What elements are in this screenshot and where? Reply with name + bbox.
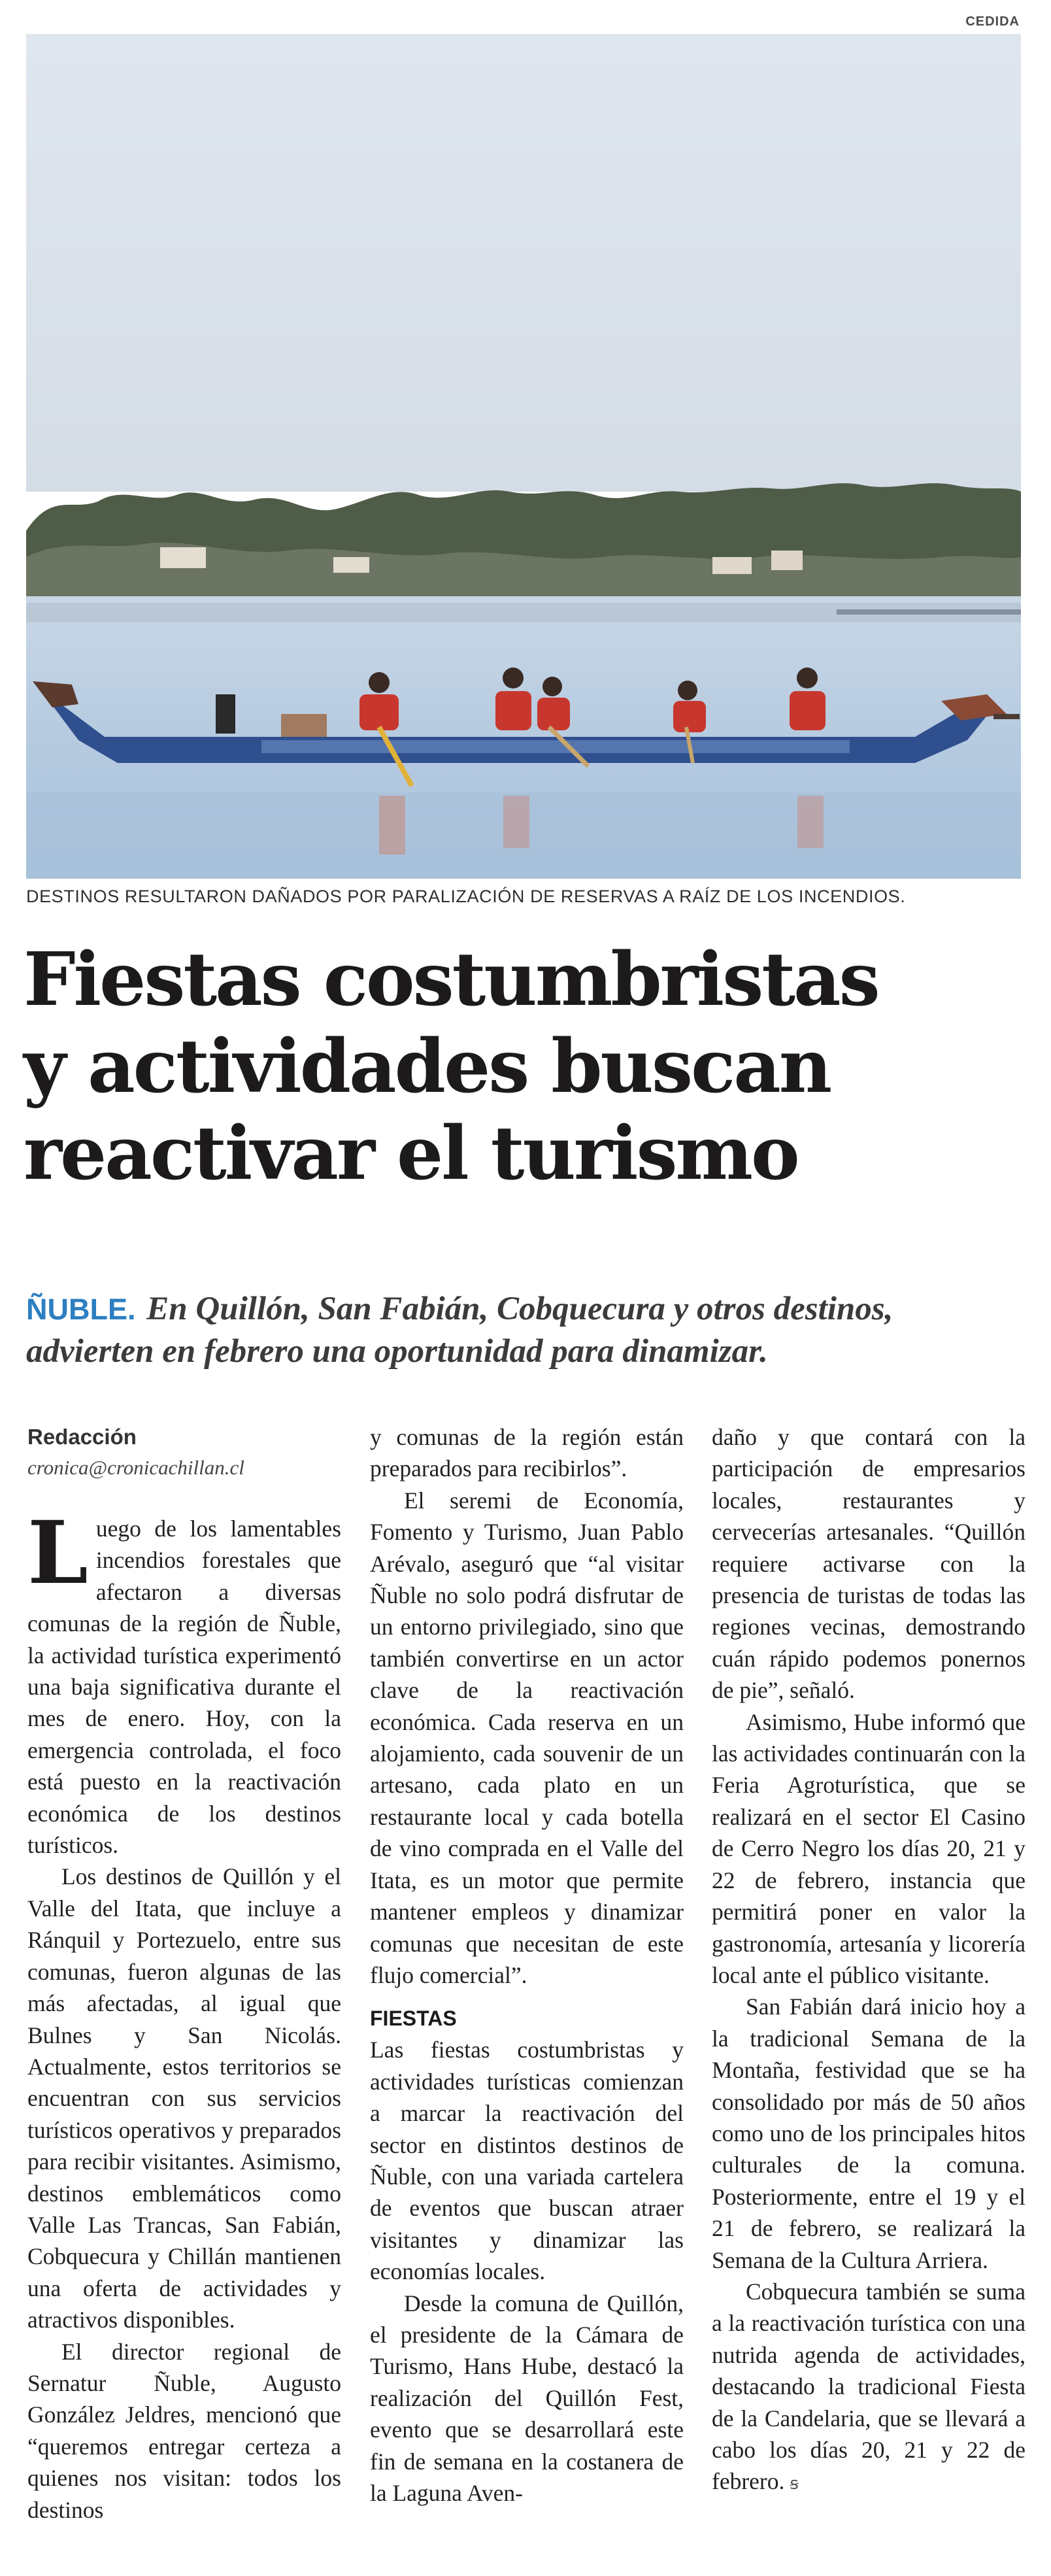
article-paragraph: Desde la comuna de Quillón, el presidente de la Cámara de Turismo, Hans Hube, destacó la realización del Quillón Fest, evento que se desarrollará este fin de semana en la costanera de la Laguna Aven-	[370, 2290, 684, 2506]
article-column-2	[370, 1421, 684, 2509]
headline-line-1: Fiestas costumbristas	[24, 937, 878, 1023]
article-paragraph: Cobquecura también se suma a la reactivación turística con una nutrida agenda de actividades, destacando la tradicional Fiesta de la Candelaria, que se llevará a cabo los días 20, 21 y 22 de febrero. ꞩ	[712, 2278, 1026, 2495]
end-mark-icon: ꞩ	[790, 2474, 799, 2494]
sky	[26, 34, 1021, 492]
byline-author: Redacción	[27, 1425, 137, 1449]
article-column-3	[712, 1421, 1026, 2500]
article-paragraph: San Fabián dará inicio hoy a la tradicional Semana de la Montaña, festividad que se ha consolidado por más de 50 años como uno de los principales hitos culturales de la comuna. Posteriormente, entre el 19 y el 21 de febrero, se realizará la Semana de la Cultura Arriera.	[712, 1993, 1026, 2273]
article-paragraph: daño y que contará con la participación de empresarios locales, restaurantes y cervecerías artesanales. “Quillón requiere activarse con la presencia de turistas de todas las regiones vecinas, demostrando cuán rápido podemos ponernos de pie”, señaló.	[712, 1424, 1026, 1704]
article-paragraph: Asimismo, Hube informó que las actividades continuarán con la Feria Agroturística, que se realizará en el sector El Casino de Cerro Negro los días 20, 21 y 22 de febrero, instancia que permitirá poner en valor la gastronomía, artesanía y licorería local ante el público visitante.	[712, 1708, 1026, 1988]
headline	[24, 936, 1030, 1197]
photo-credit: CEDIDA	[965, 14, 1020, 29]
article-paragraph: El seremi de Economía, Fomento y Turismo, Juan Pablo Arévalo, aseguró que “al visitar Ñuble no solo podrá disfrutar de un entorno privilegiado, sino que también convertirse en un actor clave de la reactivación económica. Cada reserva en un alojamiento, cada souvenir de un artesano, cada plato en un restaurante local y cada botella de vino comprada en el Valle del Itata, es un motor que permite mantener empleos y dinamizar comunas que necesitan de este flujo comercial”.	[370, 1487, 684, 1988]
byline-email[interactable]: cronica@cronicachillan.cl	[27, 1456, 244, 1479]
section-subhead: FIESTAS	[370, 2007, 457, 2031]
article-photo	[26, 34, 1021, 879]
deck-kicker: ÑUBLE.	[26, 1293, 136, 1326]
article-paragraph: El director regional de Sernatur Ñuble, Augusto González Jeldres, mencionó que “queremos entregar certeza a quienes nos visitan: todos los destinos	[27, 2338, 341, 2523]
article-paragraph: Las fiestas costumbristas y actividades turísticas comienzan a marcar la reactivación del sector en distintos destinos de Ñuble, con una variada cartelera de eventos que buscan atraer visitantes y dinamizar las economías locales.	[370, 2037, 684, 2285]
headline-line-2: y actividades buscan	[24, 1024, 831, 1110]
deck-text: En Quillón, San Fabián, Cobquecura y otros destinos, advierten en febrero una oportunidad para dinamizar.	[26, 1291, 893, 1370]
photo-caption: DESTINOS RESULTARON DAÑADOS POR PARALIZACIÓN DE RESERVAS A RAÍZ DE LOS INCENDIOS.	[26, 887, 906, 906]
deck	[26, 1288, 1026, 1372]
house	[160, 547, 206, 568]
article-column-1	[27, 1421, 341, 2526]
article-paragraph: Los destinos de Quillón y el Valle del Itata, que incluye a Ránquil y Portezuelo, entre sus comunas, fueron algunas de las más afectadas, al igual que Bulnes y San Nicolás. Actualmente, estos territorios se encuentran con sus servicios turísticos operativos y preparados para recibir visitantes. Asimismo, destinos emblemáticos como Valle Las Trancas, San Fabián, Cobquecura y Chillán mantienen una oferta de actividades y atractivos disponibles.	[27, 1863, 341, 2333]
article-paragraph: y comunas de la región están preparados para recibirlos”.	[370, 1424, 684, 1482]
dropcap: L	[27, 1502, 88, 1604]
article-paragraph: Luego de los lamentables incendios forestales que afectaron a diversas comunas de la región de Ñuble, la actividad turística experimentó una baja significativa durante el mes de enero. Hoy, con la emergencia controlada, el foco está puesto en la reactivación económica de los destinos turísticos.	[27, 1502, 341, 1859]
headline-line-3: reactivar el turismo	[24, 1111, 798, 1196]
